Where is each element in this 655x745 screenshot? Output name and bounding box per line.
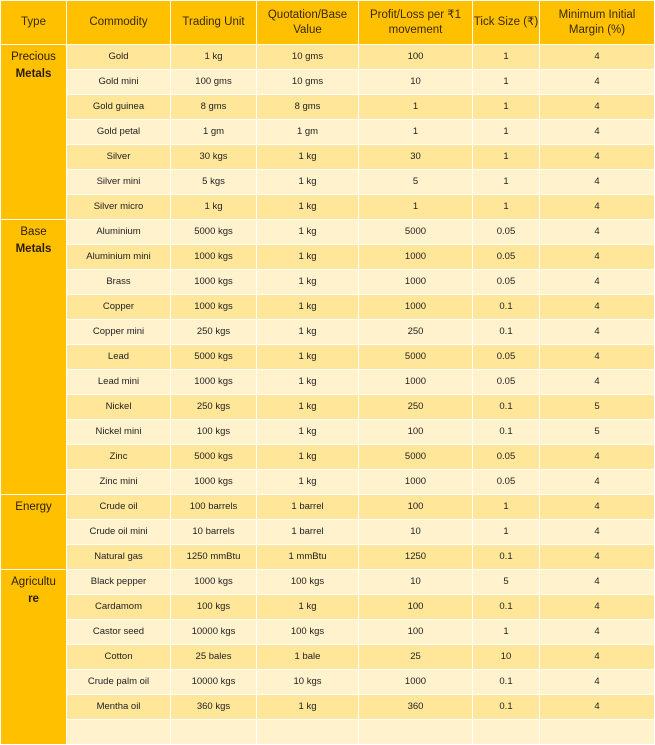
tick-size-cell: 0.1	[473, 695, 540, 720]
trading-unit-cell: 10000 kgs	[171, 620, 257, 645]
type-label-line1: Precious	[11, 51, 56, 63]
profit-loss-cell: 100	[359, 495, 473, 520]
commodity-cell: Cardamom	[67, 595, 171, 620]
tick-size-cell: 1	[473, 45, 540, 70]
quotation-cell: 10 gms	[257, 70, 359, 95]
tick-size-cell: 0.05	[473, 245, 540, 270]
quotation-cell: 1 kg	[257, 245, 359, 270]
margin-cell: 4	[540, 370, 655, 395]
tick-size-cell: 0.1	[473, 395, 540, 420]
commodity-cell: Crude oil	[67, 495, 171, 520]
trading-unit-cell: 100 kgs	[171, 595, 257, 620]
quotation-cell: 1 kg	[257, 345, 359, 370]
tick-size-cell: 1	[473, 145, 540, 170]
margin-cell: 4	[540, 670, 655, 695]
quotation-cell: 1 kg	[257, 320, 359, 345]
table-row	[1, 695, 655, 720]
profit-loss-cell: 360	[359, 695, 473, 720]
trading-unit-cell: 8 gms	[171, 95, 257, 120]
trading-unit-cell: 1000 kgs	[171, 370, 257, 395]
quotation-cell: 1 kg	[257, 595, 359, 620]
margin-cell: 4	[540, 320, 655, 345]
margin-cell: 4	[540, 620, 655, 645]
type-cell	[1, 45, 67, 220]
quotation-cell: 10 gms	[257, 45, 359, 70]
table-row	[1, 45, 655, 70]
table-row	[1, 720, 655, 745]
table-row	[1, 445, 655, 470]
margin-cell: 4	[540, 270, 655, 295]
tick-size-cell: 1	[473, 70, 540, 95]
quotation-cell: 1 kg	[257, 470, 359, 495]
profit-loss-cell: 1250	[359, 545, 473, 570]
tick-size-cell: 1	[473, 170, 540, 195]
quotation-cell: 1 barrel	[257, 495, 359, 520]
trading-unit-cell: 100 gms	[171, 70, 257, 95]
margin-cell: 4	[540, 470, 655, 495]
margin-cell: 4	[540, 95, 655, 120]
profit-loss-cell: 1000	[359, 370, 473, 395]
tick-size-cell: 0.05	[473, 445, 540, 470]
profit-loss-cell: 1	[359, 120, 473, 145]
commodity-cell: Silver micro	[67, 195, 171, 220]
margin-cell: 4	[540, 295, 655, 320]
table-row	[1, 345, 655, 370]
quotation-cell: 8 gms	[257, 95, 359, 120]
profit-loss-cell: 100	[359, 620, 473, 645]
quotation-cell: 1 kg	[257, 145, 359, 170]
table-row	[1, 245, 655, 270]
header-tick-size: Tick Size (₹)	[473, 1, 540, 45]
tick-size-cell: 1	[473, 495, 540, 520]
margin-cell: 4	[540, 545, 655, 570]
type-cell	[1, 220, 67, 495]
trading-unit-cell: 250 kgs	[171, 395, 257, 420]
header-commodity: Commodity	[67, 1, 171, 45]
margin-cell: 4	[540, 595, 655, 620]
tick-size-cell: 0.05	[473, 470, 540, 495]
type-label-line1: Agricultu	[11, 576, 56, 588]
profit-loss-cell: 10	[359, 520, 473, 545]
type-label-line2: Metals	[15, 68, 52, 80]
tick-size-cell: 1	[473, 620, 540, 645]
trading-unit-cell: 360 kgs	[171, 695, 257, 720]
table-row	[1, 645, 655, 670]
quotation-cell: 1 kg	[257, 295, 359, 320]
commodity-cell: Zinc mini	[67, 470, 171, 495]
trading-unit-cell	[171, 720, 257, 745]
table-row	[1, 370, 655, 395]
table-row	[1, 420, 655, 445]
header-profit-loss: Profit/Loss per ₹1 movement	[359, 1, 473, 45]
tick-size-cell: 1	[473, 95, 540, 120]
table-row	[1, 395, 655, 420]
trading-unit-cell: 10 barrels	[171, 520, 257, 545]
commodity-cell: Natural gas	[67, 545, 171, 570]
tick-size-cell: 0.05	[473, 370, 540, 395]
commodity-cell: Crude oil mini	[67, 520, 171, 545]
margin-cell: 4	[540, 445, 655, 470]
tick-size-cell: 0.05	[473, 270, 540, 295]
trading-unit-cell: 100 barrels	[171, 495, 257, 520]
header-row	[1, 1, 655, 45]
margin-cell: 4	[540, 345, 655, 370]
table-row	[1, 95, 655, 120]
margin-cell: 4	[540, 195, 655, 220]
tick-size-cell: 10	[473, 645, 540, 670]
profit-loss-cell: 25	[359, 645, 473, 670]
trading-unit-cell: 1000 kgs	[171, 270, 257, 295]
table-row	[1, 495, 655, 520]
tick-size-cell: 0.05	[473, 220, 540, 245]
margin-cell: 4	[540, 495, 655, 520]
profit-loss-cell: 1000	[359, 470, 473, 495]
table-row	[1, 520, 655, 545]
tick-size-cell: 0.1	[473, 295, 540, 320]
trading-unit-cell: 30 kgs	[171, 145, 257, 170]
margin-cell: 4	[540, 145, 655, 170]
commodity-cell: Gold mini	[67, 70, 171, 95]
trading-unit-cell: 1 gm	[171, 120, 257, 145]
quotation-cell: 1 kg	[257, 395, 359, 420]
quotation-cell: 10 kgs	[257, 670, 359, 695]
margin-cell: 4	[540, 645, 655, 670]
profit-loss-cell	[359, 720, 473, 745]
quotation-cell: 1 kg	[257, 445, 359, 470]
header-type: Type	[1, 1, 67, 45]
commodity-cell: Aluminium mini	[67, 245, 171, 270]
commodity-cell: Lead	[67, 345, 171, 370]
profit-loss-cell: 1	[359, 95, 473, 120]
margin-cell: 4	[540, 245, 655, 270]
type-label-line2: Metals	[15, 243, 52, 255]
tick-size-cell: 0.1	[473, 320, 540, 345]
table-row	[1, 120, 655, 145]
commodity-cell: Castor seed	[67, 620, 171, 645]
margin-cell	[540, 720, 655, 745]
profit-loss-cell: 5000	[359, 445, 473, 470]
quotation-cell: 1 bale	[257, 645, 359, 670]
margin-cell: 4	[540, 45, 655, 70]
table-row	[1, 170, 655, 195]
commodity-cell: Silver	[67, 145, 171, 170]
trading-unit-cell: 1250 mmBtu	[171, 545, 257, 570]
commodity-cell: Brass	[67, 270, 171, 295]
table-row	[1, 670, 655, 695]
commodity-cell: Lead mini	[67, 370, 171, 395]
trading-unit-cell: 5000 kgs	[171, 220, 257, 245]
table-row	[1, 195, 655, 220]
trading-unit-cell: 100 kgs	[171, 420, 257, 445]
commodity-cell: Black pepper	[67, 570, 171, 595]
tick-size-cell: 0.1	[473, 545, 540, 570]
tick-size-cell: 0.1	[473, 670, 540, 695]
quotation-cell: 1 kg	[257, 170, 359, 195]
commodity-cell: Aluminium	[67, 220, 171, 245]
trading-unit-cell: 1000 kgs	[171, 470, 257, 495]
profit-loss-cell: 250	[359, 320, 473, 345]
margin-cell: 5	[540, 395, 655, 420]
margin-cell: 5	[540, 420, 655, 445]
trading-unit-cell: 250 kgs	[171, 320, 257, 345]
table-row	[1, 570, 655, 595]
table-row	[1, 320, 655, 345]
commodity-cell: Gold petal	[67, 120, 171, 145]
quotation-cell: 1 gm	[257, 120, 359, 145]
trading-unit-cell: 5000 kgs	[171, 345, 257, 370]
margin-cell: 4	[540, 570, 655, 595]
profit-loss-cell: 1	[359, 195, 473, 220]
commodity-cell: Crude palm oil	[67, 670, 171, 695]
profit-loss-cell: 1000	[359, 245, 473, 270]
trading-unit-cell: 5000 kgs	[171, 445, 257, 470]
header-trading-unit: Trading Unit	[171, 1, 257, 45]
quotation-cell	[257, 720, 359, 745]
profit-loss-cell: 30	[359, 145, 473, 170]
commodity-cell: Nickel mini	[67, 420, 171, 445]
header-quotation: Quotation/Base Value	[257, 1, 359, 45]
quotation-cell: 1 kg	[257, 220, 359, 245]
tick-size-cell: 0.1	[473, 595, 540, 620]
trading-unit-cell: 25 bales	[171, 645, 257, 670]
tick-size-cell: 0.1	[473, 420, 540, 445]
type-label-line1: Energy	[15, 501, 52, 513]
profit-loss-cell: 1000	[359, 670, 473, 695]
profit-loss-cell: 100	[359, 595, 473, 620]
profit-loss-cell: 1000	[359, 270, 473, 295]
margin-cell: 4	[540, 695, 655, 720]
margin-cell: 4	[540, 520, 655, 545]
profit-loss-cell: 5000	[359, 345, 473, 370]
tick-size-cell	[473, 720, 540, 745]
table-row	[1, 470, 655, 495]
profit-loss-cell: 5	[359, 170, 473, 195]
profit-loss-cell: 100	[359, 45, 473, 70]
trading-unit-cell: 10000 kgs	[171, 670, 257, 695]
commodity-cell: Cotton	[67, 645, 171, 670]
quotation-cell: 1 kg	[257, 370, 359, 395]
margin-cell: 4	[540, 70, 655, 95]
margin-cell: 4	[540, 120, 655, 145]
trading-unit-cell: 1000 kgs	[171, 295, 257, 320]
commodity-cell: Copper mini	[67, 320, 171, 345]
tick-size-cell: 0.05	[473, 345, 540, 370]
table-row	[1, 295, 655, 320]
table-row	[1, 70, 655, 95]
trading-unit-cell: 1 kg	[171, 45, 257, 70]
table-row	[1, 220, 655, 245]
profit-loss-cell: 10	[359, 70, 473, 95]
header-margin: Minimum Initial Margin (%)	[540, 1, 655, 45]
commodity-cell: Gold	[67, 45, 171, 70]
table-row	[1, 545, 655, 570]
quotation-cell: 1 kg	[257, 195, 359, 220]
quotation-cell: 100 kgs	[257, 570, 359, 595]
commodity-cell: Nickel	[67, 395, 171, 420]
type-label-line2: re	[28, 593, 39, 605]
commodity-cell: Silver mini	[67, 170, 171, 195]
type-cell	[1, 570, 67, 745]
profit-loss-cell: 1000	[359, 295, 473, 320]
tick-size-cell: 5	[473, 570, 540, 595]
trading-unit-cell: 1000 kgs	[171, 245, 257, 270]
trading-unit-cell: 1 kg	[171, 195, 257, 220]
profit-loss-cell: 10	[359, 570, 473, 595]
profit-loss-cell: 5000	[359, 220, 473, 245]
type-cell	[1, 495, 67, 570]
profit-loss-cell: 250	[359, 395, 473, 420]
tick-size-cell: 1	[473, 520, 540, 545]
tick-size-cell: 1	[473, 195, 540, 220]
quotation-cell: 100 kgs	[257, 620, 359, 645]
commodity-cell: Copper	[67, 295, 171, 320]
commodity-cell: Gold guinea	[67, 95, 171, 120]
table-row	[1, 620, 655, 645]
quotation-cell: 1 kg	[257, 420, 359, 445]
type-label-line1: Base	[20, 226, 47, 238]
table-row	[1, 145, 655, 170]
commodity-cell	[67, 720, 171, 745]
margin-cell: 4	[540, 220, 655, 245]
tick-size-cell: 1	[473, 120, 540, 145]
quotation-cell: 1 kg	[257, 270, 359, 295]
trading-unit-cell: 5 kgs	[171, 170, 257, 195]
commodity-cell: Mentha oil	[67, 695, 171, 720]
quotation-cell: 1 barrel	[257, 520, 359, 545]
table-row	[1, 595, 655, 620]
margin-cell: 4	[540, 170, 655, 195]
profit-loss-cell: 100	[359, 420, 473, 445]
table-row	[1, 270, 655, 295]
quotation-cell: 1 mmBtu	[257, 545, 359, 570]
quotation-cell: 1 kg	[257, 695, 359, 720]
trading-unit-cell: 1000 kgs	[171, 570, 257, 595]
commodity-cell: Zinc	[67, 445, 171, 470]
